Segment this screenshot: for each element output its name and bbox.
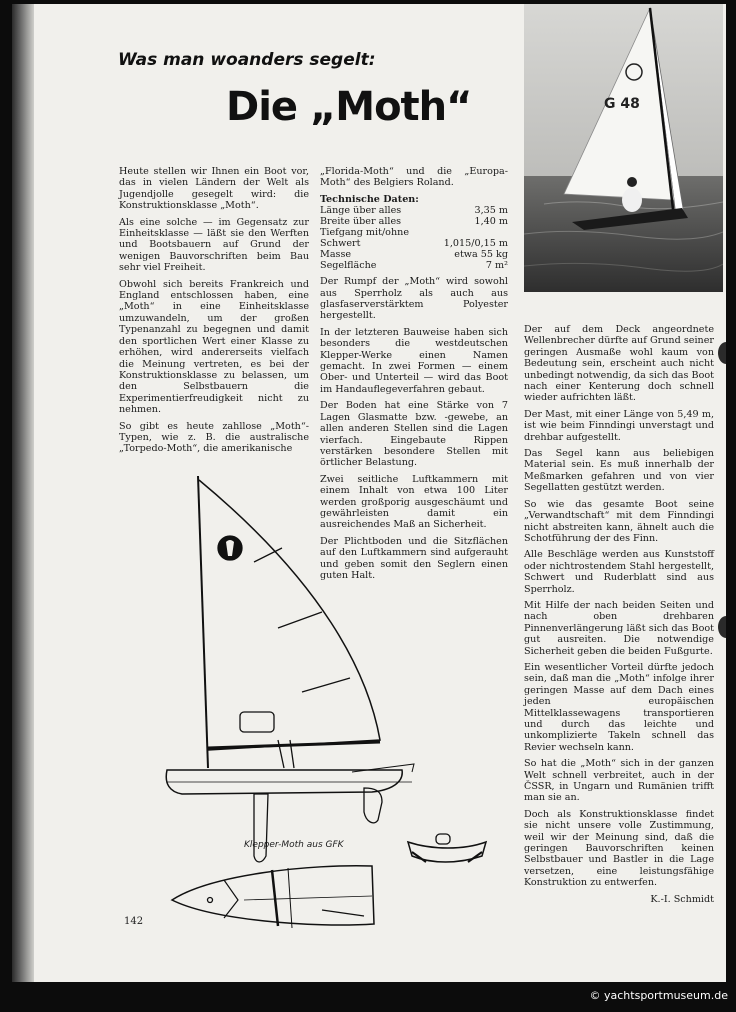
spec-value: 1,40 m: [474, 216, 508, 228]
paragraph: Der Rumpf der „Moth“ wird sowohl aus Sperrholz als auch aus glasfaserverstärktem Polyester hergestellt.: [320, 276, 508, 322]
article-title: Die „Moth“: [226, 84, 472, 130]
specs-row: [320, 216, 508, 227]
paragraph: Alle Beschläge werden aus Kunststoff oder nichtrostendem Stahl hergestellt, Schwert und Ruderblatt sind aus Sperrholz.: [524, 549, 714, 595]
specs-row: [320, 205, 508, 216]
specs-table: [320, 205, 508, 271]
specs-row: [320, 238, 508, 249]
paragraph: Doch als Konstruktionsklasse findet sie nicht unsere volle Zustimmung, weil wir der Meinung sind, daß die geringen Bauvorschriften keinen Selbstbauer und Bastler in die Lage versetzen, eine leistungsfähige Konstruktion zu entwerfen.: [524, 808, 714, 889]
paragraph: „Florida-Moth“ und die „Europa-Moth“ des Belgiers Roland.: [320, 166, 508, 189]
spec-label: Segelfläche: [320, 260, 377, 272]
article-kicker: Was man woanders segelt:: [118, 50, 376, 70]
text-column-1: [119, 166, 309, 460]
spec-value: 7 m²: [485, 260, 508, 272]
specs-heading: Technische Daten:: [320, 193, 419, 205]
paragraph: Der Boden hat eine Stärke von 7 Lagen Glasmatte bzw. -gewebe, an allen anderen Stellen sind die Lagen vierfach. Eingebaute Rippen verstärken besondere Stellen mit örtlicher Belastung.: [320, 400, 508, 469]
paragraph: So hat die „Moth“ sich in der ganzen Welt schnell verbreitet, auch in der ČSSR, in Ungarn und Rumänien trifft man sie an.: [524, 758, 714, 804]
copyright-watermark: © yachtsportmuseum.de: [589, 989, 728, 1002]
specs-row: [320, 260, 508, 271]
spec-label: Schwert: [320, 238, 361, 250]
spec-value: 3,35 m: [474, 205, 508, 217]
specs-row: [320, 249, 508, 260]
paragraph: Mit Hilfe der nach beiden Seiten und nach oben drehbaren Pinnenverlängerung läßt sich das Boot gut ausreiten. Die notwendige Sicherheit geben die beiden Fußgurte.: [524, 599, 714, 657]
paragraph: Das Segel kann aus beliebigen Material sein. Es muß innerhalb der Meßmarken gefahren und von vier Segellatten gestützt werden.: [524, 448, 714, 494]
spec-label: Länge über alles: [320, 205, 402, 217]
paragraph: In der letzteren Bauweise haben sich besonders die westdeutschen Klepper-Werke einen Namen gemacht. In zwei Formen — einem Ober- und Unterteil — wird das Boot im Handauflegeverfahren gebaut.: [320, 326, 508, 395]
text-column-3: [524, 324, 714, 910]
binding-hole: [718, 342, 726, 364]
moth-sailing-image: [524, 4, 723, 292]
sailing-photo: [524, 4, 723, 292]
spec-value: 1,015/0,15 m: [443, 238, 508, 250]
spec-label: Tiefgang mit/ohne: [320, 227, 409, 239]
author-name: K.-I. Schmidt: [650, 893, 714, 905]
page-number: 142: [124, 916, 144, 927]
moth-sailplan-diagram: [142, 472, 522, 932]
paragraph: Der Mast, mit einer Länge von 5,49 m, ist wie beim Finndingi unverstagt und drehbar aufgestellt.: [524, 408, 714, 443]
spec-value: [429, 227, 508, 238]
paragraph: Obwohl sich bereits Frankreich und England entschlossen haben, eine „Moth“ in eine Einheitsklasse umzuwandeln, um der großen Typenanzahl zu begegnen und damit den sportlichen Wert einer Klasse zu erhöhen, wird andererseits vielfach die Meinung vertreten, es bei der Konstruktionsklasse zu belassen, um den Selbstbauern die Experimentierfreudigkeit nicht zu nehmen.: [119, 278, 309, 416]
paragraph: Heute stellen wir Ihnen ein Boot vor, das in vielen Ländern der Welt als Jugendjolle gesegelt wird: die Konstruktionsklasse „Moth“.: [119, 166, 309, 212]
paragraph: Ein wesentlicher Vorteil dürfte jedoch sein, daß man die „Moth“ infolge ihrer geringen Masse auf dem Dach eines jeden europäischen Mittelklassewagens transportieren und durch das leichte und unkomplizierte Takeln schnell das Revier wechseln kann.: [524, 661, 714, 753]
specs-row: [320, 227, 508, 238]
paragraph: Zwei seitliche Luftkammern mit einem Inhalt von etwa 100 Liter werden großporig ausgeschäumt und gewährleisten damit ein ausreichendes Maß an Sicherheit.: [320, 473, 508, 531]
binding-hole: [718, 616, 726, 638]
spec-value: etwa 55 kg: [454, 249, 508, 261]
paragraph: So wie das gesamte Boot seine „Verwandtschaft“ mit dem Finndingi nicht abstreiten kann, ähnelt auch die Schotführung der des Finn.: [524, 498, 714, 544]
spec-label: Masse: [320, 249, 352, 261]
book-spine-shadow: [12, 4, 34, 982]
drawing-caption: Klepper-Moth aus GFK: [244, 840, 344, 850]
magazine-page: [12, 4, 726, 982]
paragraph: Als eine solche — im Gegensatz zur Einheitsklasse — läßt sie den Werften und Bootsbauern auf Grund der wenigen Bauvorschriften beim Bau sehr viel Freiheit.: [119, 216, 309, 274]
paragraph: Der Plichtboden und die Sitzflächen auf den Luftkammern sind aufgerauht und geben somit den Seglern einen guten Halt.: [320, 535, 508, 581]
paragraph: So gibt es heute zahllose „Moth“-Typen, wie z. B. die australische „Torpedo-Moth“, die amerikanische: [119, 420, 309, 455]
paragraph: Der auf dem Deck angeordnete Wellenbrecher dürfte auf Grund seiner geringen Ausmaße wohl kaum von Bedeutung sein, erscheint auch nicht unbedingt notwendig, da sich das Boot nach einer Kenterung doch schnell wieder aufrichten läßt.: [524, 324, 714, 404]
spec-label: Breite über alles: [320, 216, 402, 228]
boat-construction-drawing: [142, 472, 522, 932]
sail-number: G 48: [604, 96, 640, 112]
